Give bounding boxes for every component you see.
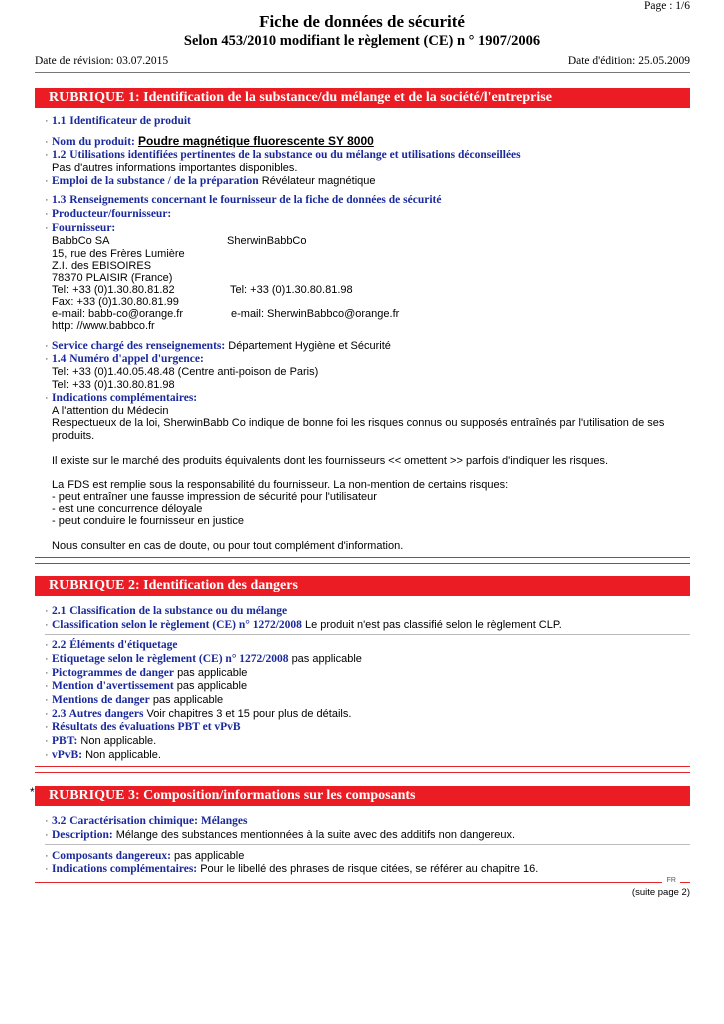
s2-etiquetage: · Etiquetage selon le règlement (CE) n° 1272/2008 pas applicable [45, 653, 362, 665]
s1-producteur: · Producteur/fournisseur: [45, 208, 172, 220]
s2-mention: · Mention d'avertissement pas applicable [45, 680, 248, 692]
s1-indications: · Indications complémentaires: [45, 392, 198, 404]
supplier-a-line: BabbCo SA [52, 235, 110, 247]
compl-paragraph: Respectueux de la loi, SherwinBabb Co indique de bonne foi les risques connus ou supposés entraînés par l'utilisation de ses produits. [52, 417, 665, 442]
section-rule [35, 772, 690, 773]
revision-asterisk: * [30, 785, 35, 799]
compl-line: - peut conduire le fournisseur en justice [52, 515, 244, 527]
s1-urgence: · 1.4 Numéro d'appel d'urgence: [45, 353, 204, 365]
supplier-a-line: 78370 PLAISIR (France) [52, 272, 173, 284]
supplier-a-line: 15, rue des Frères Lumière [52, 248, 185, 260]
section-rule [35, 557, 690, 558]
s2-autres: · 2.3 Autres dangers Voir chapitres 3 et 15 pour plus de détails. [45, 708, 352, 720]
urgence-line: Tel: +33 (0)1.40.05.48.48 (Centre anti-poison de Paris) [52, 366, 319, 378]
s3-indications: · Indications complémentaires: Pour le libellé des phrases de risque citées, se référer au chapitre 16. [45, 863, 539, 875]
supplier-a-email: e-mail: babb-co@orange.fr [52, 308, 184, 320]
page-number: Page : 1/6 [644, 0, 690, 12]
supplier-a-line: Tel: +33 (0)1.30.80.81.82 [52, 284, 175, 296]
compl-line: - peut entraîner une fausse impression de sécurité pour l'utilisateur [52, 491, 377, 503]
document-title: Fiche de données de sécurité [259, 12, 465, 31]
s3-description: · Description: Mélange des substances mentionnées à la suite avec des additifs non dangereux. [45, 829, 516, 841]
s2-elements: · 2.2 Éléments d'étiquetage [45, 639, 178, 651]
s1-utilisations: · 1.2 Utilisations identifiées pertinentes de la substance ou du mélange et utilisations déconseillées [45, 149, 521, 161]
s1-identificateur: · 1.1 Identificateur de produit [45, 115, 191, 127]
s1-utilisations-text: Pas d'autres informations importantes disponibles. [52, 162, 298, 174]
s2-classification: · 2.1 Classification de la substance ou du mélange [45, 605, 288, 617]
document-subtitle: Selon 453/2010 modifiant le règlement (CE) n ° 1907/2006 [183, 33, 541, 49]
language-code: FR [666, 877, 676, 884]
s3-caracterisation: · 3.2 Caractérisation chimique: Mélanges [45, 815, 248, 827]
divider [45, 844, 690, 845]
s1-product: · Nom du produit: Poudre magnétique fluorescente SY 8000 [45, 134, 374, 148]
footer-rule-end [680, 882, 690, 883]
s2-dangers: · Mentions de danger pas applicable [45, 694, 224, 706]
supplier-a-line: Z.I. des EBISOIRES [52, 260, 152, 272]
s2-pbt-results: · Résultats des évaluations PBT et vPvB [45, 721, 241, 733]
compl-line: Nous consulter en cas de doute, ou pour tout complément d'information. [52, 540, 404, 552]
section-rule [35, 766, 690, 767]
edition-date: Date d'édition: 25.05.2009 [567, 55, 690, 67]
s3-composants: · Composants dangereux: pas applicable [45, 850, 245, 862]
section-1-banner: RUBRIQUE 1: Identification de la substance/du mélange et de la société/l'entreprise [35, 88, 690, 108]
supplier-b-tel: Tel: +33 (0)1.30.80.81.98 [230, 284, 353, 296]
revision-date: Date de révision: 03.07.2015 [35, 55, 169, 67]
header-rule [35, 72, 690, 73]
continued-note: (suite page 2) [631, 887, 690, 898]
supplier-b-name: SherwinBabbCo [227, 235, 307, 247]
s1-emploi: · Emploi de la substance / de la préparation Révélateur magnétique [45, 175, 376, 187]
supplier-a-line: Fax: +33 (0)1.30.80.81.99 [52, 296, 179, 308]
section-3-banner: RUBRIQUE 3: Composition/informations sur les composants [35, 786, 690, 806]
compl-line: La FDS est remplie sous la responsabilité du fournisseur. La non-mention de certains risques: [52, 479, 509, 491]
footer-rule [35, 882, 662, 883]
s2-pictogrammes: · Pictogrammes de danger pas applicable [45, 667, 248, 679]
product-name: Poudre magnétique fluorescente SY 8000 [137, 134, 374, 148]
supplier-b-email: e-mail: SherwinBabbco@orange.fr [231, 308, 400, 320]
s2-clp: · Classification selon le règlement (CE) n° 1272/2008 Le produit n'est pas classifié selon le règlement CLP. [45, 619, 562, 631]
s2-pbt: · PBT: Non applicable. [45, 735, 157, 747]
s1-fournisseur: · Fournisseur: [45, 222, 116, 234]
s1-renseignements: · 1.3 Renseignements concernant le fournisseur de la fiche de données de sécurité [45, 194, 442, 206]
divider [45, 634, 690, 635]
section-rule [35, 563, 690, 564]
compl-line: A l'attention du Médecin [52, 405, 169, 417]
section-2-banner: RUBRIQUE 2: Identification des dangers [35, 576, 690, 596]
s1-service: · Service chargé des renseignements: Département Hygiène et Sécurité [45, 340, 391, 352]
compl-line: Il existe sur le marché des produits équivalents dont les fournisseurs << omettent >> parfois d'indiquer les risques. [52, 455, 609, 467]
supplier-a-web: http: //www.babbco.fr [52, 320, 155, 332]
compl-line: - est une concurrence déloyale [52, 503, 203, 515]
s2-vpvb: · vPvB: Non applicable. [45, 749, 161, 761]
urgence-line: Tel: +33 (0)1.30.80.81.98 [52, 379, 175, 391]
